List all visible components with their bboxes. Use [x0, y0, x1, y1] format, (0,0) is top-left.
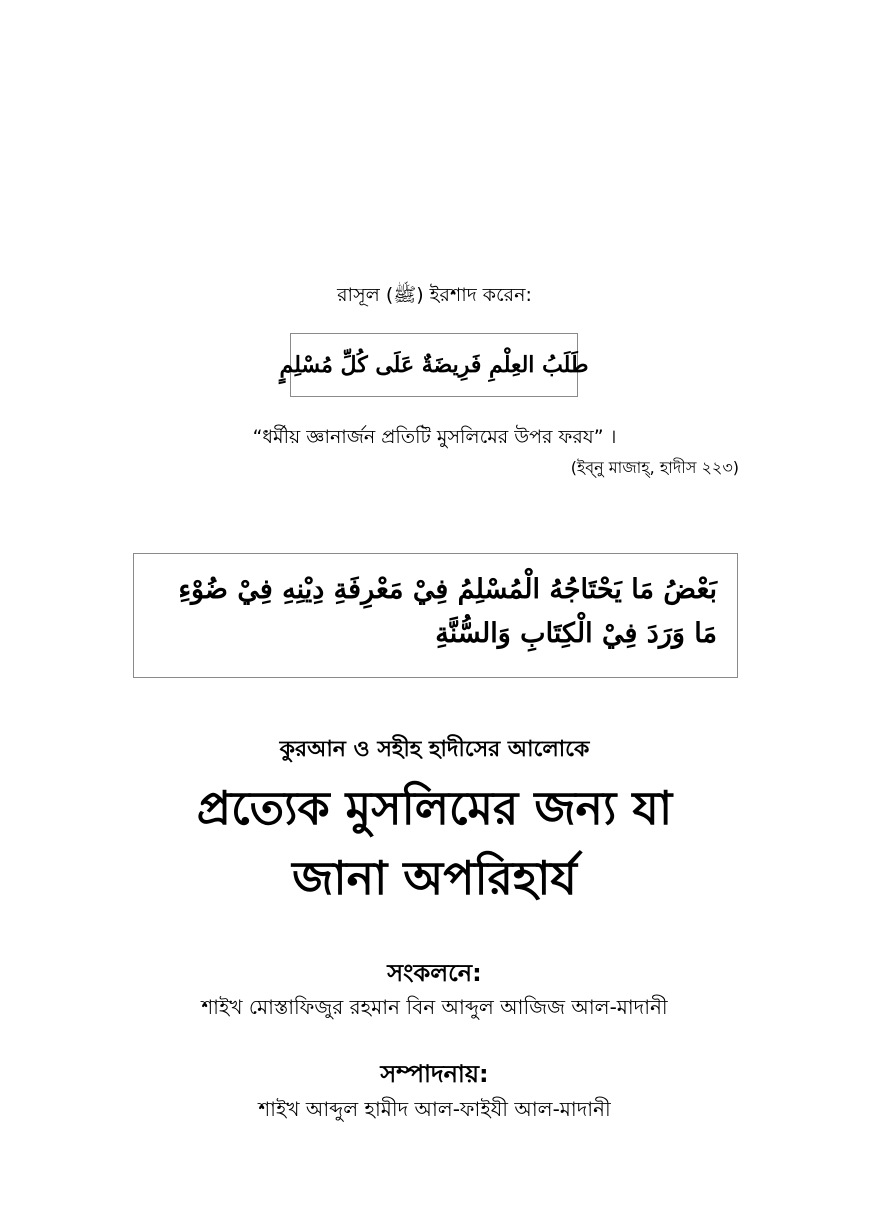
editor-name: শাইখ আব্দুল হামীদ আল-ফাইযী আল-মাদানী	[258, 1097, 611, 1121]
edited-by-label: সম্পাদনায়:	[380, 1060, 489, 1088]
hadith-intro: রাসূল (ﷺ) ইরশাদ করেন:	[337, 284, 532, 306]
compiled-by-label: সংকলনে:	[387, 959, 482, 987]
arabic-title-text: بَعْضُ مَا يَحْتَاجُهُ الْمُسْلِمُ فِيْ مَعْرِفَةِ دِيْنِهِ فِيْ ضُوْءِ مَا وَرَدَ فِيْ الْكِتَابِ وَالسُّنَّةِ	[178, 574, 717, 649]
book-title-line-1: প্রত্যেক মুসলিমের জন্য যা	[196, 781, 673, 835]
compiler-name: শাইখ মোস্তাফিজুর রহমান বিন আব্দুল আজিজ আল-মাদানী	[201, 995, 668, 1019]
hadith-arabic-text: طَلَبُ العِلْمِ فَرِيضَةٌ عَلَى كُلِّ مُسْلِمٍ	[279, 352, 589, 378]
book-subtitle: কুরআন ও সহীহ হাদীসের আলোকে	[279, 737, 590, 762]
hadith-reference: (ইব্নু মাজাহ্, হাদীস ২২৩)	[570, 458, 739, 477]
arabic-title-box	[133, 553, 738, 678]
hadith-translation: “ধর্মীয় জ্ঞানার্জন প্রতিটি মুসলিমের উপর ফরয” ।	[252, 426, 617, 448]
hadith-arabic-box	[279, 333, 589, 397]
book-title-line-2: জানা অপরিহার্য	[292, 851, 577, 905]
